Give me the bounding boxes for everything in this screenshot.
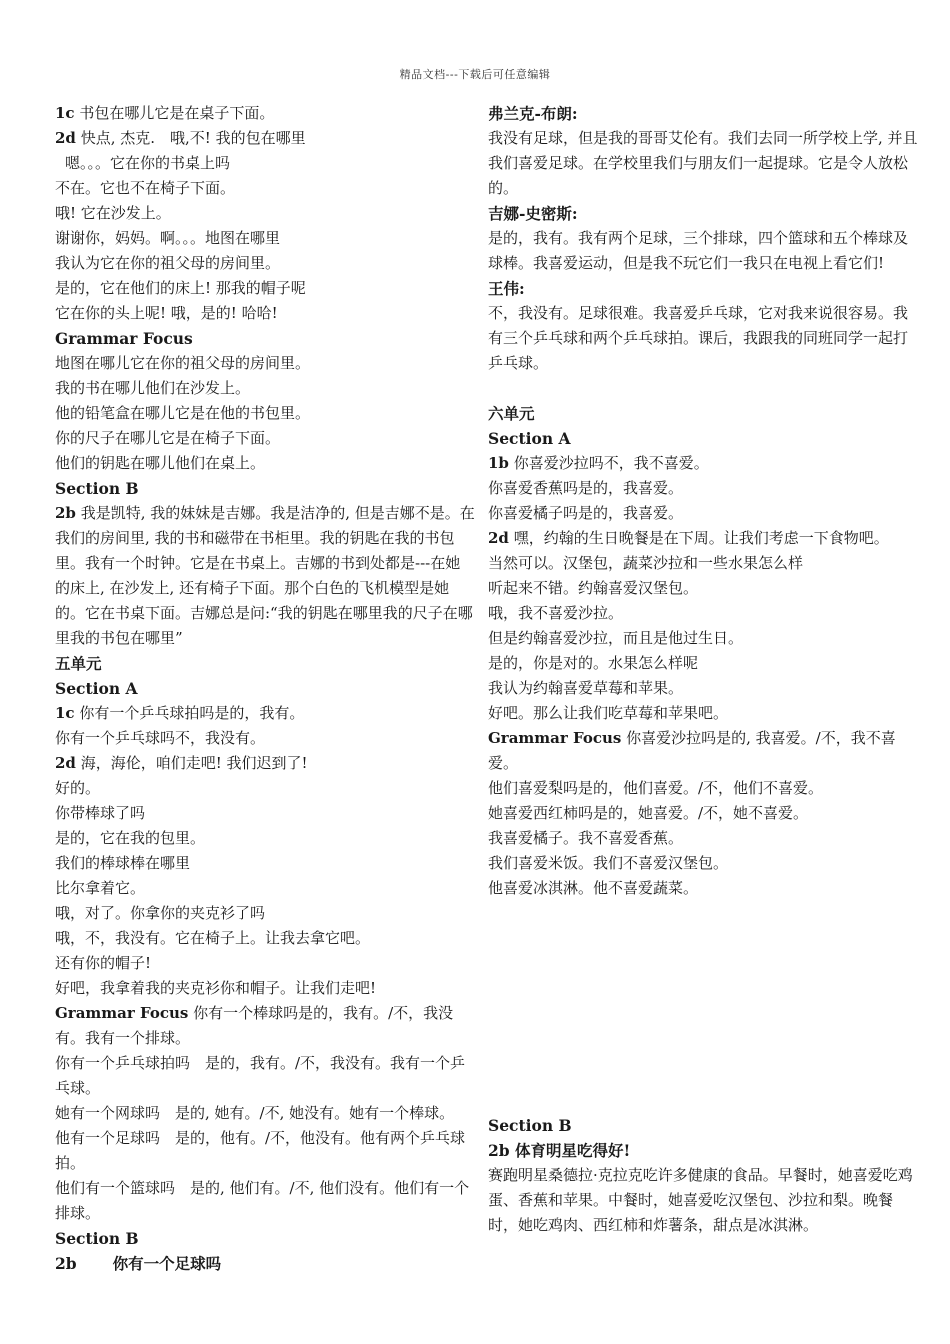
speaker-name: 王伟:: [488, 279, 525, 298]
paragraph: 不，我没有。足球很难。我喜爱乒乓球，它对我来说很容易。我有三个乒乓球和两个乒乓球拍。课后，我跟我的同班同学一起打乒乓球。: [488, 304, 909, 372]
spacer: [488, 901, 918, 1113]
unit-6-heading: 六单元: [488, 404, 535, 423]
speaker-name: 弗兰克-布朗:: [488, 104, 578, 123]
line: 1c 书包在哪儿它是在桌子下面。: [55, 104, 275, 122]
line: 我们喜爱米饭。我们不喜爱汉堡包。: [488, 854, 729, 872]
line: 谢谢你，妈妈。啊。。。地图在哪里: [55, 229, 281, 247]
line: 哦，对了。你拿你的夹克衫了吗: [55, 904, 266, 922]
line: 好吧。那么让我们吃草莓和苹果吧。: [488, 704, 729, 722]
line: 他们喜爱梨吗是的，他们喜爱。/不，他们不喜爱。: [488, 779, 824, 797]
paragraph: 我没有足球，但是我的哥哥艾伦有。我们去同一所学校上学, 并且我们喜爱足球。在学校里我们与朋友们一起提球。它是令人放松的。: [488, 129, 918, 197]
speaker-name: 吉娜-史密斯:: [488, 204, 578, 223]
line: 他们的钥匙在哪儿他们在桌上。: [55, 454, 266, 472]
line: 2d 嘿，约翰的生日晚餐是在下周。让我们考虑一下食物吧。: [488, 529, 889, 547]
line: 2d 海，海伦，咱们走吧! 我们迟到了!: [55, 754, 308, 772]
line: 还有你的帽子!: [55, 954, 152, 972]
line: 她喜爱西红柿吗是的，她喜爱。/不，她不喜爱。: [488, 804, 809, 822]
right-column: [488, 101, 918, 1238]
section-b-heading: Section B: [55, 1229, 139, 1248]
line: 我喜爱橘子。我不喜爱香蕉。: [488, 829, 684, 847]
line: 你有一个乒乓球拍吗 是的，我有。/不，我没有。我有一个乒乓球。: [55, 1054, 466, 1097]
line: 他们有一个篮球吗 是的, 他们有。/不, 他们没有。他们有一个排球。: [55, 1179, 470, 1222]
grammar-focus-line: Grammar Focus 你喜爱沙拉吗是的, 我喜爱。/不，我不喜爱。: [488, 729, 896, 772]
line: 我们的棒球棒在哪里: [55, 854, 191, 872]
line: 他喜爱冰淇淋。他不喜爱蔬菜。: [488, 879, 699, 897]
line: 你喜爱香蕉吗是的，我喜爱。: [488, 479, 684, 497]
line: 他有一个足球吗 是的，他有。/不，他没有。他有两个乒乓球拍。: [55, 1129, 466, 1172]
line: 地图在哪儿它在你的祖父母的房间里。: [55, 354, 311, 372]
line: 我的书在哪儿他们在沙发上。: [55, 379, 251, 397]
paragraph: 是的，我有。我有两个足球，三个排球，四个篮球和五个棒球及球棒。我喜爱运动，但是我不玩它们一我只在电视上看它们!: [488, 229, 909, 272]
spacer: [488, 376, 918, 401]
line: 当然可以。汉堡包，蔬菜沙拉和一些水果怎么样: [488, 554, 804, 572]
paragraph: 赛跑明星桑德拉·克拉克吃许多健康的食品。早餐时，她喜爱吃鸡蛋、香蕉和苹果。中餐时，她喜爱吃汉堡包、沙拉和梨。晚餐时，她吃鸡肉、西红柿和炸薯条，甜点是冰淇淋。: [488, 1166, 913, 1234]
section-a-heading: Section A: [488, 429, 571, 448]
line: 听起来不错。约翰喜爱汉堡包。: [488, 579, 699, 597]
grammar-focus-line: Grammar Focus 你有一个棒球吗是的，我有。/不，我没有。我有一个排球。: [55, 1004, 454, 1047]
line: 是的，它在我的包里。: [55, 829, 206, 847]
line: 嗯。。。它在你的书桌上吗: [65, 154, 231, 172]
line: 你的尺子在哪儿它是在椅子下面。: [55, 429, 281, 447]
line: 它在你的头上呢! 哦，是的! 哈哈!: [55, 304, 278, 322]
left-column: [55, 101, 475, 1276]
line: 你有一个乒乓球吗不，我没有。: [55, 729, 266, 747]
section-a-heading: Section A: [55, 679, 138, 698]
unit-5-heading: 五单元: [55, 654, 102, 673]
line: 是的，你是对的。水果怎么样呢: [488, 654, 699, 672]
line: 好的。: [55, 779, 101, 797]
section-2b-heading: 2b 你有一个足球吗: [55, 1254, 222, 1273]
line: 比尔拿着它。: [55, 879, 146, 897]
grammar-focus-heading: Grammar Focus: [55, 329, 193, 348]
line: 我认为它在你的祖父母的房间里。: [55, 254, 281, 272]
line: 他的铅笔盒在哪儿它是在他的书包里。: [55, 404, 311, 422]
line: 哦! 它在沙发上。: [55, 204, 171, 222]
line: 1c 你有一个乒乓球拍吗是的，我有。: [55, 704, 305, 722]
line: 是的，它在他们的床上! 那我的帽子呢: [55, 279, 306, 297]
line: 1b 你喜爱沙拉吗不，我不喜爱。: [488, 454, 709, 472]
section-b-heading: Section B: [55, 479, 139, 498]
section-b-heading: Section B: [488, 1116, 572, 1135]
line: 但是约翰喜爱沙拉，而且是他过生日。: [488, 629, 744, 647]
line: 我认为约翰喜爱草莓和苹果。: [488, 679, 684, 697]
line: 好吧，我拿着我的夹克衫你和帽子。让我们走吧!: [55, 979, 377, 997]
section-2b-heading: 2b 体育明星吃得好!: [488, 1141, 631, 1160]
line: 哦，我不喜爱沙拉。: [488, 604, 624, 622]
line: 2d 快点, 杰克. 哦,不! 我的包在哪里: [55, 129, 306, 147]
paragraph-2b: 2b 我是凯特, 我的妹妹是吉娜。我是洁净的, 但是吉娜不是。在我们的房间里, 我的书和磁带在书柜里。我的钥匙在我的书包里。我有一个时钟。它是在书桌上。吉娜的书到处都是---在她的床上, 在沙发上, 还有椅子下面。那个白色的飞机模型是她的。它在书桌下面。吉娜总是问:“我的钥匙在哪里我的尺子在哪里我的书包在哪里”: [55, 504, 475, 647]
line: 哦，不，我没有。它在椅子上。让我去拿它吧。: [55, 929, 371, 947]
line: 你带棒球了吗: [55, 804, 146, 822]
page-header: 精品文档---下载后可任意编辑: [399, 68, 551, 81]
line: 她有一个网球吗 是的, 她有。/不, 她没有。她有一个棒球。: [55, 1104, 455, 1122]
line: 你喜爱橘子吗是的，我喜爱。: [488, 504, 684, 522]
line: 不在。它也不在椅子下面。: [55, 179, 236, 197]
